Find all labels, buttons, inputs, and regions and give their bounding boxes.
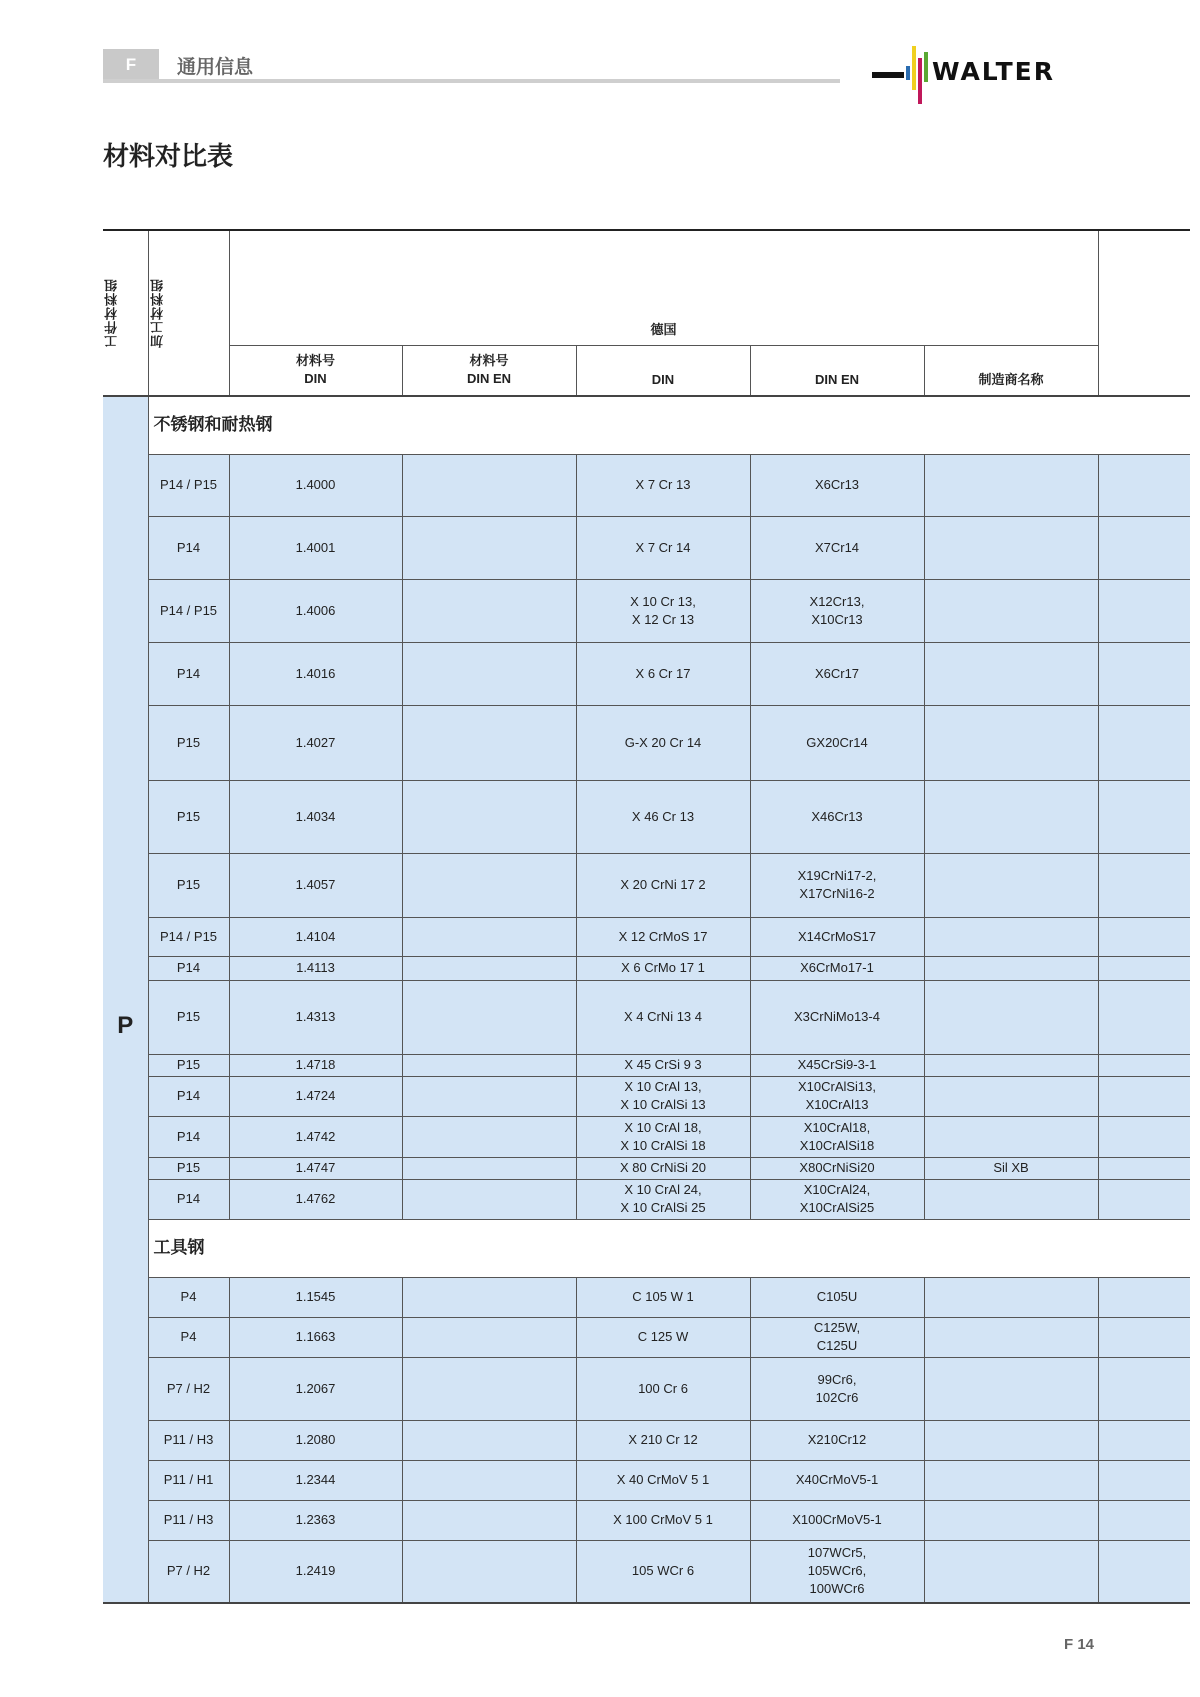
next-country-cell xyxy=(1098,1357,1190,1420)
walter-logo xyxy=(872,44,1102,104)
material-number-din-en-cell xyxy=(402,980,576,1054)
header-din-en: DIN EN xyxy=(750,345,924,396)
material-number-din-cell: 1.2080 xyxy=(229,1420,402,1460)
header-material-din-en xyxy=(402,345,576,396)
header-next-country xyxy=(1098,230,1190,396)
section-title: 通用信息 xyxy=(177,57,254,78)
table-row xyxy=(103,454,1190,516)
table-row xyxy=(103,980,1190,1054)
manufacturer-name-cell xyxy=(924,853,1098,917)
next-country-cell xyxy=(1098,516,1190,579)
din-en-designation-cell: X6CrMo17-1 xyxy=(750,956,924,980)
din-designation-cell: X 6 CrMo 17 1 xyxy=(576,956,750,980)
next-country-cell xyxy=(1098,1460,1190,1500)
svg-text:WALTER: WALTER xyxy=(932,57,1055,86)
next-country-cell xyxy=(1098,705,1190,780)
manufacturer-name-cell xyxy=(924,1179,1098,1219)
machining-group-cell: P14 xyxy=(148,642,229,705)
header-machining-group-label: 加工材料组 xyxy=(149,278,165,348)
material-number-din-en-cell xyxy=(402,1420,576,1460)
section-title-empty xyxy=(1098,396,1190,454)
material-number-din-en-cell xyxy=(402,1054,576,1076)
din-en-designation-cell: GX20Cr14 xyxy=(750,705,924,780)
material-number-din-en-cell xyxy=(402,642,576,705)
section-title: 不锈钢和耐热钢 xyxy=(148,396,1098,454)
din-designation-cell: X 40 CrMoV 5 1 xyxy=(576,1460,750,1500)
din-designation-cell: C 105 W 1 xyxy=(576,1277,750,1317)
material-number-din-en-cell xyxy=(402,1540,576,1603)
next-country-cell xyxy=(1098,1420,1190,1460)
din-designation-cell: X 6 Cr 17 xyxy=(576,642,750,705)
header-line: DIN EN xyxy=(466,371,512,387)
next-country-cell xyxy=(1098,1157,1190,1179)
material-number-din-en-cell xyxy=(402,705,576,780)
din-en-designation-cell: X46Cr13 xyxy=(750,780,924,853)
section-letter-badge: F xyxy=(103,49,159,81)
din-en-designation-cell: 107WCr5, 105WCr6, 100WCr6 xyxy=(750,1540,924,1603)
next-country-cell xyxy=(1098,579,1190,642)
din-en-designation-cell: X10CrAlSi13, X10CrAl13 xyxy=(750,1076,924,1116)
machining-group-cell: P14 xyxy=(148,516,229,579)
machining-group-cell: P14 / P15 xyxy=(148,454,229,516)
din-en-designation-cell: X6Cr17 xyxy=(750,642,924,705)
din-designation-cell: X 20 CrNi 17 2 xyxy=(576,853,750,917)
din-en-designation-cell: X10CrAl18, X10CrAlSi18 xyxy=(750,1116,924,1157)
din-designation-cell: 100 Cr 6 xyxy=(576,1357,750,1420)
machining-group-cell: P14 / P15 xyxy=(148,579,229,642)
manufacturer-name-cell xyxy=(924,579,1098,642)
machining-group-cell: P15 xyxy=(148,980,229,1054)
machining-group-cell: P11 / H1 xyxy=(148,1460,229,1500)
section-row xyxy=(103,396,1190,454)
table-row xyxy=(103,1540,1190,1603)
machining-group-cell: P4 xyxy=(148,1277,229,1317)
manufacturer-name-cell xyxy=(924,1500,1098,1540)
material-number-din-cell: 1.4762 xyxy=(229,1179,402,1219)
din-designation-cell: X 80 CrNiSi 20 xyxy=(576,1157,750,1179)
din-designation-cell: G-X 20 Cr 14 xyxy=(576,705,750,780)
material-number-din-cell: 1.4034 xyxy=(229,780,402,853)
material-number-din-en-cell xyxy=(402,1179,576,1219)
din-en-designation-cell: X10CrAl24, X10CrAlSi25 xyxy=(750,1179,924,1219)
manufacturer-name-cell xyxy=(924,917,1098,956)
material-number-din-cell: 1.4104 xyxy=(229,917,402,956)
din-designation-cell: X 4 CrNi 13 4 xyxy=(576,980,750,1054)
page-title: 材料对比表 xyxy=(103,141,234,171)
din-en-designation-cell: C125W, C125U xyxy=(750,1317,924,1357)
din-en-designation-cell: X45CrSi9-3-1 xyxy=(750,1054,924,1076)
material-number-din-cell: 1.1663 xyxy=(229,1317,402,1357)
next-country-cell xyxy=(1098,1116,1190,1157)
header-din: DIN xyxy=(576,345,750,396)
machining-group-cell: P15 xyxy=(148,1157,229,1179)
machining-group-cell: P14 xyxy=(148,1179,229,1219)
material-number-din-en-cell xyxy=(402,1317,576,1357)
din-en-designation-cell: 99Cr6, 102Cr6 xyxy=(750,1357,924,1420)
next-country-cell xyxy=(1098,1317,1190,1357)
din-designation-cell: X 10 Cr 13, X 12 Cr 13 xyxy=(576,579,750,642)
din-designation-cell: 105 WCr 6 xyxy=(576,1540,750,1603)
header-machining-group xyxy=(148,230,229,396)
material-number-din-cell: 1.4718 xyxy=(229,1054,402,1076)
manufacturer-name-cell xyxy=(924,642,1098,705)
din-designation-cell: X 46 Cr 13 xyxy=(576,780,750,853)
machining-group-cell: P11 / H3 xyxy=(148,1420,229,1460)
manufacturer-name-cell xyxy=(924,1076,1098,1116)
next-country-cell xyxy=(1098,780,1190,853)
page-number: F 14 xyxy=(1064,1636,1095,1653)
manufacturer-name-cell: Sil XB xyxy=(924,1157,1098,1179)
material-number-din-cell: 1.2419 xyxy=(229,1540,402,1603)
din-en-designation-cell: X3CrNiMo13-4 xyxy=(750,980,924,1054)
table-row xyxy=(103,1460,1190,1500)
material-number-din-cell: 1.2344 xyxy=(229,1460,402,1500)
next-country-cell xyxy=(1098,1540,1190,1603)
din-designation-cell: C 125 W xyxy=(576,1317,750,1357)
next-country-cell xyxy=(1098,853,1190,917)
table-row xyxy=(103,1157,1190,1179)
material-number-din-cell: 1.1545 xyxy=(229,1277,402,1317)
header-country: 德国 xyxy=(229,230,1098,345)
machining-group-cell: P7 / H2 xyxy=(148,1540,229,1603)
next-country-cell xyxy=(1098,1076,1190,1116)
din-en-designation-cell: C105U xyxy=(750,1277,924,1317)
manufacturer-name-cell xyxy=(924,1540,1098,1603)
material-number-din-en-cell xyxy=(402,1460,576,1500)
material-number-din-cell: 1.2363 xyxy=(229,1500,402,1540)
table-row xyxy=(103,1076,1190,1116)
manufacturer-name-cell xyxy=(924,1357,1098,1420)
table-row xyxy=(103,705,1190,780)
material-number-din-cell: 1.4016 xyxy=(229,642,402,705)
din-en-designation-cell: X6Cr13 xyxy=(750,454,924,516)
table-row xyxy=(103,956,1190,980)
material-number-din-en-cell xyxy=(402,1357,576,1420)
din-en-designation-cell: X19CrNi17-2, X17CrNi16-2 xyxy=(750,853,924,917)
machining-group-cell: P4 xyxy=(148,1317,229,1357)
din-en-designation-cell: X100CrMoV5-1 xyxy=(750,1500,924,1540)
din-en-designation-cell: X12Cr13, X10Cr13 xyxy=(750,579,924,642)
material-number-din-cell: 1.4001 xyxy=(229,516,402,579)
material-number-din-en-cell xyxy=(402,917,576,956)
din-en-designation-cell: X40CrMoV5-1 xyxy=(750,1460,924,1500)
section-title: 工具钢 xyxy=(148,1219,1098,1277)
header-divider xyxy=(103,79,840,83)
material-number-din-cell: 1.4000 xyxy=(229,454,402,516)
machining-group-cell: P11 / H3 xyxy=(148,1500,229,1540)
material-number-din-en-cell xyxy=(402,579,576,642)
machining-group-cell: P14 xyxy=(148,1076,229,1116)
material-number-din-cell: 1.4027 xyxy=(229,705,402,780)
next-country-cell xyxy=(1098,917,1190,956)
machining-group-cell: P15 xyxy=(148,853,229,917)
manufacturer-name-cell xyxy=(924,1054,1098,1076)
material-number-din-cell: 1.4742 xyxy=(229,1116,402,1157)
header-workpiece-group xyxy=(103,230,148,396)
next-country-cell xyxy=(1098,642,1190,705)
header-workpiece-group-label: 工件材料组 xyxy=(104,278,119,348)
material-number-din-cell: 1.2067 xyxy=(229,1357,402,1420)
din-designation-cell: X 10 CrAl 18, X 10 CrAlSi 18 xyxy=(576,1116,750,1157)
material-number-din-cell: 1.4747 xyxy=(229,1157,402,1179)
manufacturer-name-cell xyxy=(924,705,1098,780)
din-designation-cell: X 10 CrAl 24, X 10 CrAlSi 25 xyxy=(576,1179,750,1219)
material-number-din-cell: 1.4113 xyxy=(229,956,402,980)
table-row xyxy=(103,1277,1190,1317)
material-number-din-cell: 1.4313 xyxy=(229,980,402,1054)
din-en-designation-cell: X7Cr14 xyxy=(750,516,924,579)
table-row xyxy=(103,1116,1190,1157)
machining-group-cell: P14 xyxy=(148,1116,229,1157)
manufacturer-name-cell xyxy=(924,956,1098,980)
next-country-cell xyxy=(1098,980,1190,1054)
din-en-designation-cell: X14CrMoS17 xyxy=(750,917,924,956)
manufacturer-name-cell xyxy=(924,980,1098,1054)
table-row xyxy=(103,516,1190,579)
section-row xyxy=(103,1219,1190,1277)
next-country-cell xyxy=(1098,1179,1190,1219)
manufacturer-name-cell xyxy=(924,1116,1098,1157)
din-designation-cell: X 7 Cr 13 xyxy=(576,454,750,516)
material-number-din-en-cell xyxy=(402,1076,576,1116)
header-line: DIN xyxy=(304,371,327,387)
material-number-din-en-cell xyxy=(402,1116,576,1157)
header-manufacturer: 制造商名称 xyxy=(924,345,1098,396)
manufacturer-name-cell xyxy=(924,1317,1098,1357)
manufacturer-name-cell xyxy=(924,1420,1098,1460)
next-country-cell xyxy=(1098,1054,1190,1076)
table-row xyxy=(103,1357,1190,1420)
table-row xyxy=(103,1179,1190,1219)
table-row xyxy=(103,853,1190,917)
material-number-din-en-cell xyxy=(402,956,576,980)
material-number-din-en-cell xyxy=(402,1500,576,1540)
din-en-designation-cell: X210Cr12 xyxy=(750,1420,924,1460)
next-country-cell xyxy=(1098,1277,1190,1317)
machining-group-cell: P7 / H2 xyxy=(148,1357,229,1420)
manufacturer-name-cell xyxy=(924,516,1098,579)
material-number-din-en-cell xyxy=(402,454,576,516)
material-number-din-en-cell xyxy=(402,516,576,579)
next-country-cell xyxy=(1098,454,1190,516)
next-country-cell xyxy=(1098,1500,1190,1540)
table-row xyxy=(103,780,1190,853)
material-number-din-cell: 1.4724 xyxy=(229,1076,402,1116)
machining-group-cell: P15 xyxy=(148,780,229,853)
manufacturer-name-cell xyxy=(924,1277,1098,1317)
material-comparison-table xyxy=(103,229,1190,1604)
din-designation-cell: X 10 CrAl 13, X 10 CrAlSi 13 xyxy=(576,1076,750,1116)
din-designation-cell: X 100 CrMoV 5 1 xyxy=(576,1500,750,1540)
table-row xyxy=(103,579,1190,642)
table-row xyxy=(103,1420,1190,1460)
din-designation-cell: X 7 Cr 14 xyxy=(576,516,750,579)
machining-group-cell: P14 / P15 xyxy=(148,917,229,956)
header-line: 材料号 xyxy=(295,353,335,369)
next-country-cell xyxy=(1098,956,1190,980)
material-number-din-cell: 1.4057 xyxy=(229,853,402,917)
section-title-empty xyxy=(1098,1219,1190,1277)
material-number-din-cell: 1.4006 xyxy=(229,579,402,642)
table-row xyxy=(103,1317,1190,1357)
material-group-cell xyxy=(103,396,148,1603)
manufacturer-name-cell xyxy=(924,1460,1098,1500)
table-row xyxy=(103,642,1190,705)
din-designation-cell: X 210 Cr 12 xyxy=(576,1420,750,1460)
material-number-din-en-cell xyxy=(402,1277,576,1317)
material-number-din-en-cell xyxy=(402,780,576,853)
din-designation-cell: X 12 CrMoS 17 xyxy=(576,917,750,956)
din-designation-cell: X 45 CrSi 9 3 xyxy=(576,1054,750,1076)
material-number-din-en-cell xyxy=(402,853,576,917)
manufacturer-name-cell xyxy=(924,780,1098,853)
header-material-din xyxy=(229,345,402,396)
din-en-designation-cell: X80CrNiSi20 xyxy=(750,1157,924,1179)
machining-group-cell: P15 xyxy=(148,1054,229,1076)
manufacturer-name-cell xyxy=(924,454,1098,516)
table-row xyxy=(103,1054,1190,1076)
table-row xyxy=(103,917,1190,956)
machining-group-cell: P15 xyxy=(148,705,229,780)
machining-group-cell: P14 xyxy=(148,956,229,980)
table-row xyxy=(103,1500,1190,1540)
header-line: 材料号 xyxy=(469,353,509,369)
material-group-label: P xyxy=(117,1012,134,1039)
material-number-din-en-cell xyxy=(402,1157,576,1179)
